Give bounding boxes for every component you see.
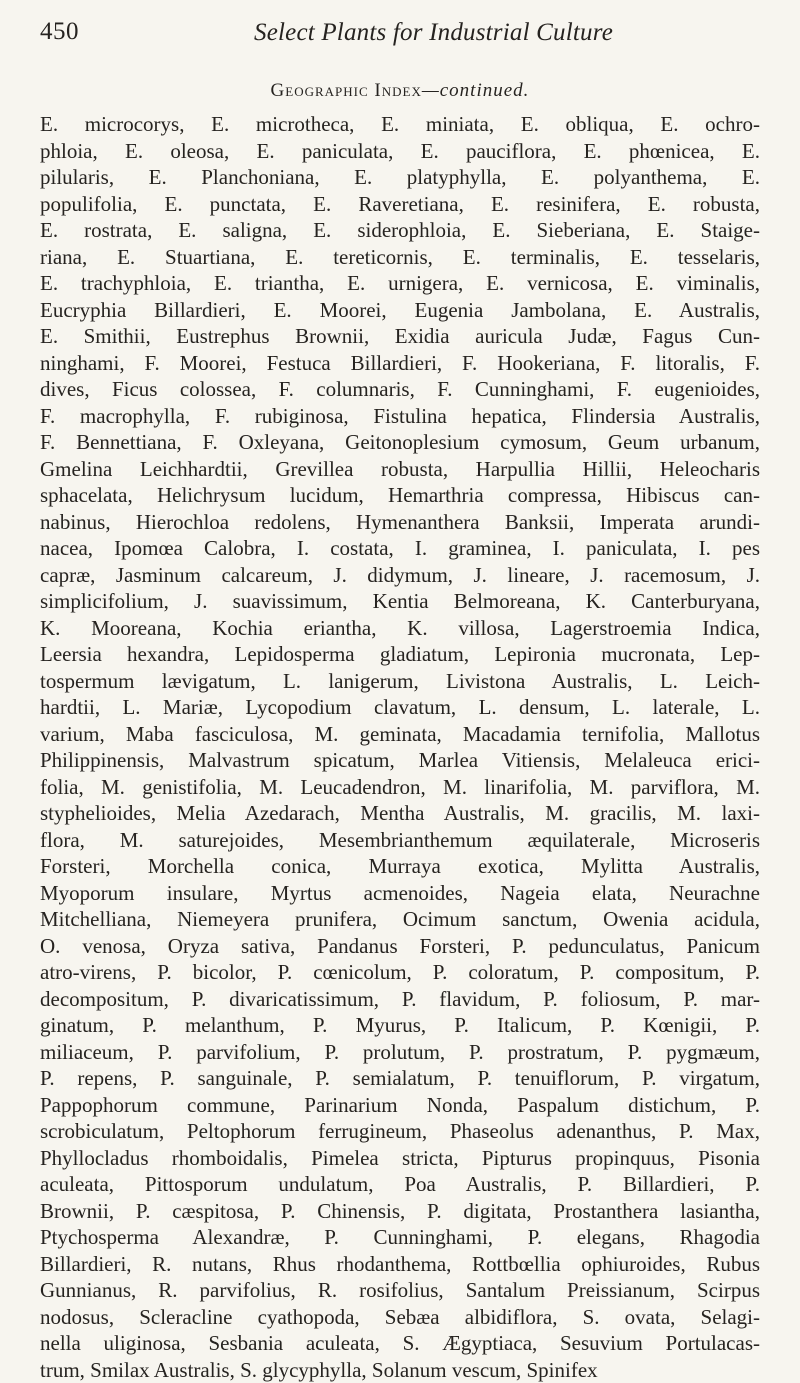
text-line: Forsteri, Morchella conica, Murraya exotica, Mylitta Australis, xyxy=(40,853,760,880)
text-line: atro-virens, P. bicolor, P. cœnicolum, P. coloratum, P. compositum, P. xyxy=(40,959,760,986)
text-line: nella uliginosa, Sesbania aculeata, S. Ægyptiaca, Sesuvium Portulacas- xyxy=(40,1330,760,1357)
text-line: Myoporum insulare, Myrtus acmenoides, Nageia elata, Neurachne xyxy=(40,880,760,907)
text-line: Phyllocladus rhomboidalis, Pimelea stricta, Pipturus propinquus, Pisonia xyxy=(40,1145,760,1172)
text-line: aculeata, Pittosporum undulatum, Poa Australis, P. Billardieri, P. xyxy=(40,1171,760,1198)
text-line: populifolia, E. punctata, E. Raveretiana, E. resinifera, E. robusta, xyxy=(40,191,760,218)
text-line: Gmelina Leichhardtii, Grevillea robusta, Harpullia Hillii, Heleocharis xyxy=(40,456,760,483)
text-line: Eucryphia Billardieri, E. Moorei, Eugenia Jambolana, E. Australis, xyxy=(40,297,760,324)
text-line: riana, E. Stuartiana, E. tereticornis, E. terminalis, E. tesselaris, xyxy=(40,244,760,271)
section-heading-main: Geographic Index xyxy=(271,80,422,101)
section-heading-suffix: —continued. xyxy=(422,80,530,101)
text-line: F. Bennettiana, F. Oxleyana, Geitonoplesium cymosum, Geum urbanum, xyxy=(40,429,760,456)
text-line: Billardieri, R. nutans, Rhus rhodanthema, Rottbœllia ophiuroides, Rubus xyxy=(40,1251,760,1278)
text-line: ninghami, F. Moorei, Festuca Billardieri, F. Hookeriana, F. litoralis, F. xyxy=(40,350,760,377)
text-line: nodosus, Scleracline cyathopoda, Sebæa albidiflora, S. ovata, Selagi- xyxy=(40,1304,760,1331)
text-line: sphacelata, Helichrysum lucidum, Hemarthria compressa, Hibiscus can- xyxy=(40,482,760,509)
text-line: E. rostrata, E. saligna, E. siderophloia, E. Sieberiana, E. Staige- xyxy=(40,217,760,244)
text-line: varium, Maba fasciculosa, M. geminata, Macadamia ternifolia, Mallotus xyxy=(40,721,760,748)
text-line: E. trachyphloia, E. triantha, E. urnigera, E. vernicosa, E. viminalis, xyxy=(40,270,760,297)
text-line: simplicifolium, J. suavissimum, Kentia Belmoreana, K. Canterburyana, xyxy=(40,588,760,615)
text-line: nabinus, Hierochloa redolens, Hymenanthera Banksii, Imperata arundi- xyxy=(40,509,760,536)
page-number: 450 xyxy=(40,18,79,46)
text-line: E. microcorys, E. microtheca, E. miniata, E. obliqua, E. ochro- xyxy=(40,111,760,138)
section-heading xyxy=(0,80,800,102)
text-line: tospermum lævigatum, L. lanigerum, Livistona Australis, L. Leich- xyxy=(40,668,760,695)
text-line: O. venosa, Oryza sativa, Pandanus Forsteri, P. pedunculatus, Panicum xyxy=(40,933,760,960)
text-line: Pappophorum commune, Parinarium Nonda, Paspalum distichum, P. xyxy=(40,1092,760,1119)
text-line: pilularis, E. Planchoniana, E. platyphylla, E. polyanthema, E. xyxy=(40,164,760,191)
running-title: Select Plants for Industrial Culture xyxy=(254,19,613,47)
text-line: F. macrophylla, F. rubiginosa, Fistulina hepatica, Flindersia Australis, xyxy=(40,403,760,430)
text-line: dives, Ficus colossea, F. columnaris, F. Cunninghami, F. eugenioides, xyxy=(40,376,760,403)
index-body-text xyxy=(40,111,760,1383)
text-line: ginatum, P. melanthum, P. Myurus, P. Italicum, P. Kœnigii, P. xyxy=(40,1012,760,1039)
text-line: flora, M. saturejoides, Mesembrianthemum æquilaterale, Microseris xyxy=(40,827,760,854)
text-line: Philippinensis, Malvastrum spicatum, Marlea Vitiensis, Melaleuca erici- xyxy=(40,747,760,774)
text-line: trum, Smilax Australis, S. glycyphylla, Solanum vescum, Spinifex xyxy=(40,1357,760,1383)
text-line: Brownii, P. cæspitosa, P. Chinensis, P. digitata, Prostanthera lasiantha, xyxy=(40,1198,760,1225)
text-line: Leersia hexandra, Lepidosperma gladiatum, Lepironia mucronata, Lep- xyxy=(40,641,760,668)
text-line: scrobiculatum, Peltophorum ferrugineum, Phaseolus adenanthus, P. Max, xyxy=(40,1118,760,1145)
text-line: decompositum, P. divaricatissimum, P. flavidum, P. foliosum, P. mar- xyxy=(40,986,760,1013)
text-line: styphelioides, Melia Azedarach, Mentha Australis, M. gracilis, M. laxi- xyxy=(40,800,760,827)
text-line: Mitchelliana, Niemeyera prunifera, Ocimum sanctum, Owenia acidula, xyxy=(40,906,760,933)
text-line: folia, M. genistifolia, M. Leucadendron, M. linarifolia, M. parviflora, M. xyxy=(40,774,760,801)
text-line: phloia, E. oleosa, E. paniculata, E. pauciflora, E. phœnicea, E. xyxy=(40,138,760,165)
text-line: capræ, Jasminum calcareum, J. didymum, J. lineare, J. racemosum, J. xyxy=(40,562,760,589)
text-line: miliaceum, P. parvifolium, P. prolutum, P. prostratum, P. pygmæum, xyxy=(40,1039,760,1066)
text-line: K. Mooreana, Kochia eriantha, K. villosa, Lagerstroemia Indica, xyxy=(40,615,760,642)
text-line: hardtii, L. Mariæ, Lycopodium clavatum, L. densum, L. laterale, L. xyxy=(40,694,760,721)
text-line: E. Smithii, Eustrephus Brownii, Exidia auricula Judæ, Fagus Cun- xyxy=(40,323,760,350)
text-line: P. repens, P. sanguinale, P. semialatum, P. tenuiflorum, P. virgatum, xyxy=(40,1065,760,1092)
text-line: Ptychosperma Alexandræ, P. Cunninghami, P. elegans, Rhagodia xyxy=(40,1224,760,1251)
text-line: nacea, Ipomœa Calobra, I. costata, I. graminea, I. paniculata, I. pes xyxy=(40,535,760,562)
text-line: Gunnianus, R. parvifolius, R. rosifolius, Santalum Preissianum, Scirpus xyxy=(40,1277,760,1304)
